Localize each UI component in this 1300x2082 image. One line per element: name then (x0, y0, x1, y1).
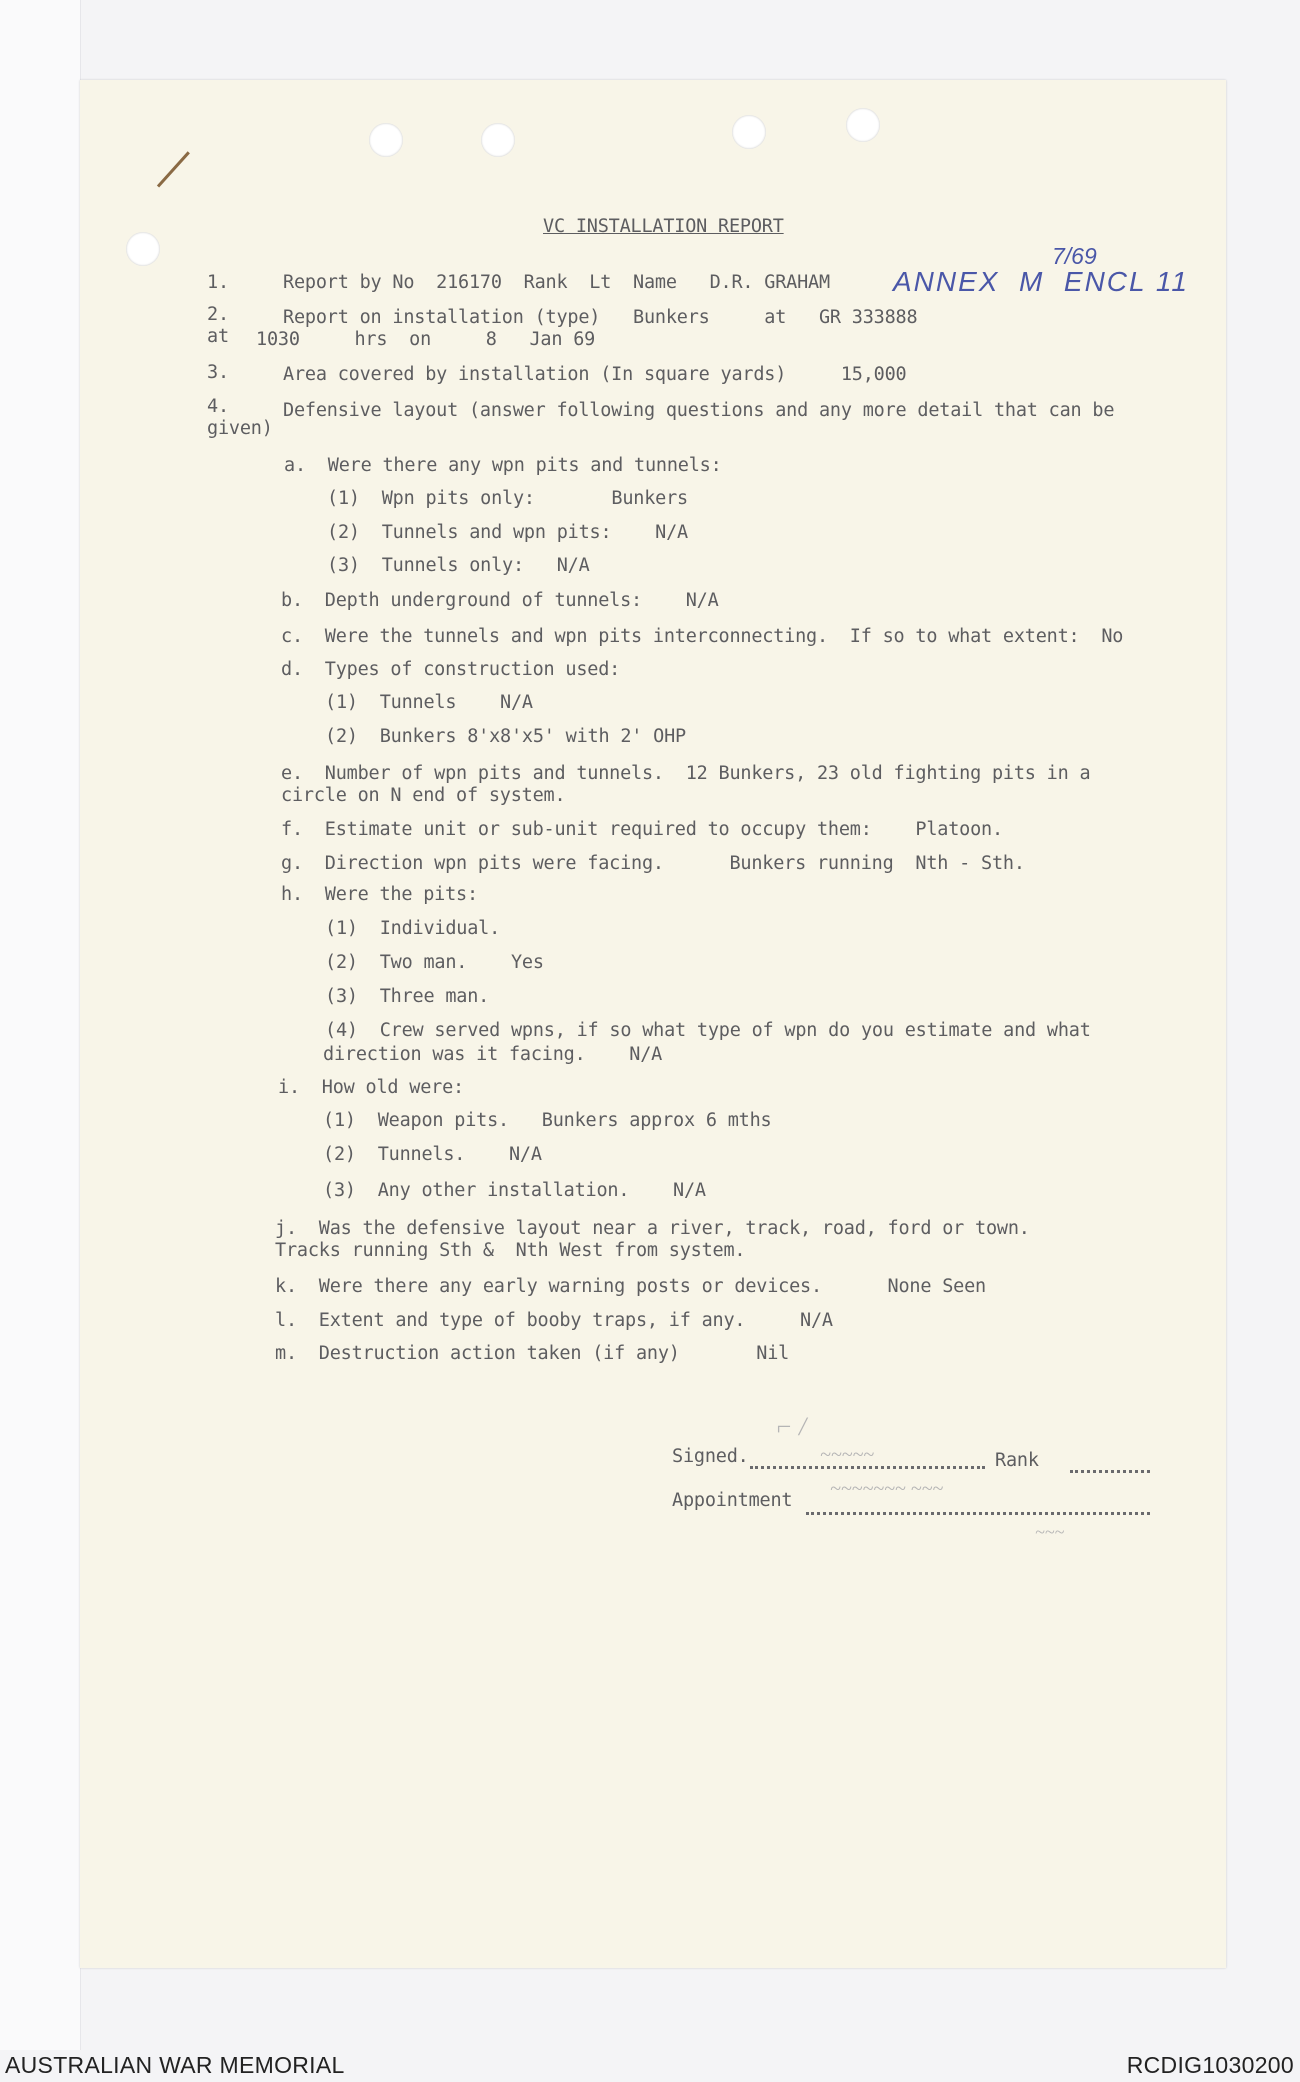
question-m: m. Destruction action taken (if any) Nil (275, 1343, 790, 1364)
question-e-continued: circle on N end of system. (281, 785, 566, 806)
reference-number: 7/69 (1052, 243, 1097, 269)
question-g: g. Direction wpn pits were facing. Bunkers running Nth - Sth. (281, 853, 1025, 874)
question-h-4-continued: direction was it facing. N/A (323, 1044, 663, 1065)
item-text: Area covered by installation (In square yards) 15,000 (283, 364, 907, 385)
signed-label: Signed. (672, 1446, 749, 1467)
punch-hole (846, 108, 880, 142)
item-number: given) (207, 418, 273, 439)
question-d: d. Types of construction used: (281, 659, 621, 680)
question-h-1: (1) Individual. (325, 918, 501, 939)
scan-background-edge (0, 0, 81, 2050)
rank-line (1070, 1470, 1150, 1473)
footer-id: RCDIG1030200 (1126, 2052, 1294, 2078)
question-i-3: (3) Any other installation. N/A (323, 1180, 706, 1201)
item-number: 3. (207, 362, 229, 383)
appointment-mark: ~~~ (1035, 1522, 1065, 1542)
question-h-2: (2) Two man. Yes (325, 952, 544, 973)
question-d-2: (2) Bunkers 8'x8'x5' with 2' OHP (325, 726, 686, 747)
punch-hole (481, 123, 515, 157)
question-h: h. Were the pits: (281, 884, 478, 905)
question-a-2: (2) Tunnels and wpn pits: N/A (327, 522, 688, 543)
item-text: Defensive layout (answer following questions and any more detail that can be (283, 400, 1115, 421)
item-text: Report by No 216170 Rank Lt Name D.R. GRAHAM (283, 272, 830, 293)
question-h-3: (3) Three man. (325, 986, 490, 1007)
item-text: Report on installation (type) Bunkers at GR 333888 (283, 307, 918, 328)
question-k: k. Were there any early warning posts or devices. None Seen (275, 1276, 986, 1297)
question-l: l. Extent and type of booby traps, if any. N/A (275, 1310, 833, 1331)
question-b: b. Depth underground of tunnels: N/A (281, 590, 719, 611)
question-f: f. Estimate unit or sub-unit required to occupy them: Platoon. (281, 819, 1003, 840)
item-number: at (207, 326, 229, 347)
appointment-mark: ~~~~~~~ ~~~ (830, 1478, 944, 1500)
question-e: e. Number of wpn pits and tunnels. 12 Bunkers, 23 old fighting pits in a (281, 763, 1091, 784)
footer-source: AUSTRALIAN WAR MEMORIAL (5, 2052, 345, 2078)
appointment-label: Appointment (672, 1490, 793, 1511)
punch-hole (732, 115, 766, 149)
rank-label: Rank (995, 1450, 1039, 1471)
item-number: 4. (207, 396, 229, 417)
item-text: 1030 hrs on 8 Jan 69 (256, 329, 596, 350)
question-c: c. Were the tunnels and wpn pits interconnecting. If so to what extent: No (281, 626, 1124, 647)
signature-mark: ~~~~~ (820, 1444, 875, 1466)
signature-mark: ⌐ / (775, 1412, 807, 1441)
item-number: 1. (207, 272, 229, 293)
question-i-2: (2) Tunnels. N/A (323, 1144, 542, 1165)
punch-hole (126, 232, 160, 266)
question-a-1: (1) Wpn pits only: Bunkers (327, 488, 688, 509)
question-i-1: (1) Weapon pits. Bunkers approx 6 mths (323, 1110, 772, 1131)
appointment-line (806, 1512, 1150, 1515)
question-a-3: (3) Tunnels only: N/A (327, 555, 590, 576)
question-d-1: (1) Tunnels N/A (325, 692, 533, 713)
question-i: i. How old were: (278, 1077, 464, 1098)
item-number: 2. (207, 304, 229, 325)
annex-annotation: ANNEX M ENCL 11 (893, 266, 1189, 297)
question-a: a. Were there any wpn pits and tunnels: (284, 455, 722, 476)
question-j-continued: Tracks running Sth & Nth West from system. (275, 1240, 746, 1261)
question-h-4: (4) Crew served wpns, if so what type of wpn do you estimate and what (325, 1020, 1091, 1041)
punch-hole (369, 123, 403, 157)
question-j: j. Was the defensive layout near a river, track, road, ford or town. (275, 1218, 1030, 1239)
report-title: VC INSTALLATION REPORT (543, 216, 784, 237)
